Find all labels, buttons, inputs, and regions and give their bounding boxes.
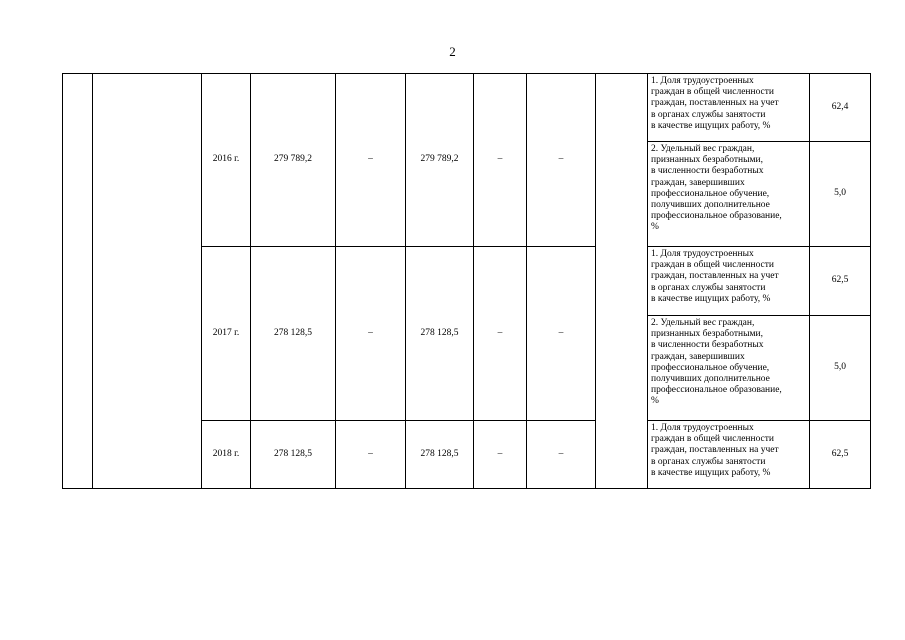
dash-cell: – xyxy=(336,421,406,489)
empty-cell-col1 xyxy=(63,74,93,489)
year-cell: 2018 г. xyxy=(202,421,251,489)
empty-cell-col9 xyxy=(596,74,648,489)
total-cell: 278 128,5 xyxy=(251,247,336,421)
year-cell: 2016 г. xyxy=(202,74,251,247)
dash-cell: – xyxy=(527,247,596,421)
indicator-text: 1. Доля трудоустроенных граждан в общей численности граждан, поставленных на учет в органах службы занятости в качестве ищущих работу, % xyxy=(648,421,810,489)
indicator-value: 62,4 xyxy=(810,74,871,142)
dash-cell: – xyxy=(336,74,406,247)
indicator-text: 2. Удельный вес граждан, признанных безработными, в численности безработных граждан, завершивших профессиональное обучение, получивших дополнительное профессиональное образование, % xyxy=(648,316,810,421)
empty-cell-col2 xyxy=(93,74,202,489)
total-cell: 278 128,5 xyxy=(251,421,336,489)
total-cell: 278 128,5 xyxy=(406,421,474,489)
indicator-text: 1. Доля трудоустроенных граждан в общей численности граждан, поставленных на учет в органах службы занятости в качестве ищущих работу, % xyxy=(648,74,810,142)
dash-cell: – xyxy=(336,247,406,421)
indicator-value: 5,0 xyxy=(810,316,871,421)
indicator-value: 62,5 xyxy=(810,421,871,489)
page-number: 2 xyxy=(449,44,456,59)
dash-cell: – xyxy=(474,421,527,489)
total-cell: 279 789,2 xyxy=(251,74,336,247)
indicator-value: 62,5 xyxy=(810,247,871,316)
budget-indicator-table xyxy=(62,73,871,489)
dash-cell: – xyxy=(527,74,596,247)
indicator-text: 1. Доля трудоустроенных граждан в общей численности граждан, поставленных на учет в органах службы занятости в качестве ищущих работу, % xyxy=(648,247,810,316)
dash-cell: – xyxy=(474,247,527,421)
dash-cell: – xyxy=(474,74,527,247)
total-cell: 279 789,2 xyxy=(406,74,474,247)
dash-cell: – xyxy=(527,421,596,489)
total-cell: 278 128,5 xyxy=(406,247,474,421)
table-row xyxy=(63,74,871,142)
indicator-value: 5,0 xyxy=(810,142,871,247)
indicator-text: 2. Удельный вес граждан, признанных безработными, в численности безработных граждан, завершивших профессиональное обучение, получивших дополнительное профессиональное образование, % xyxy=(648,142,810,247)
year-cell: 2017 г. xyxy=(202,247,251,421)
